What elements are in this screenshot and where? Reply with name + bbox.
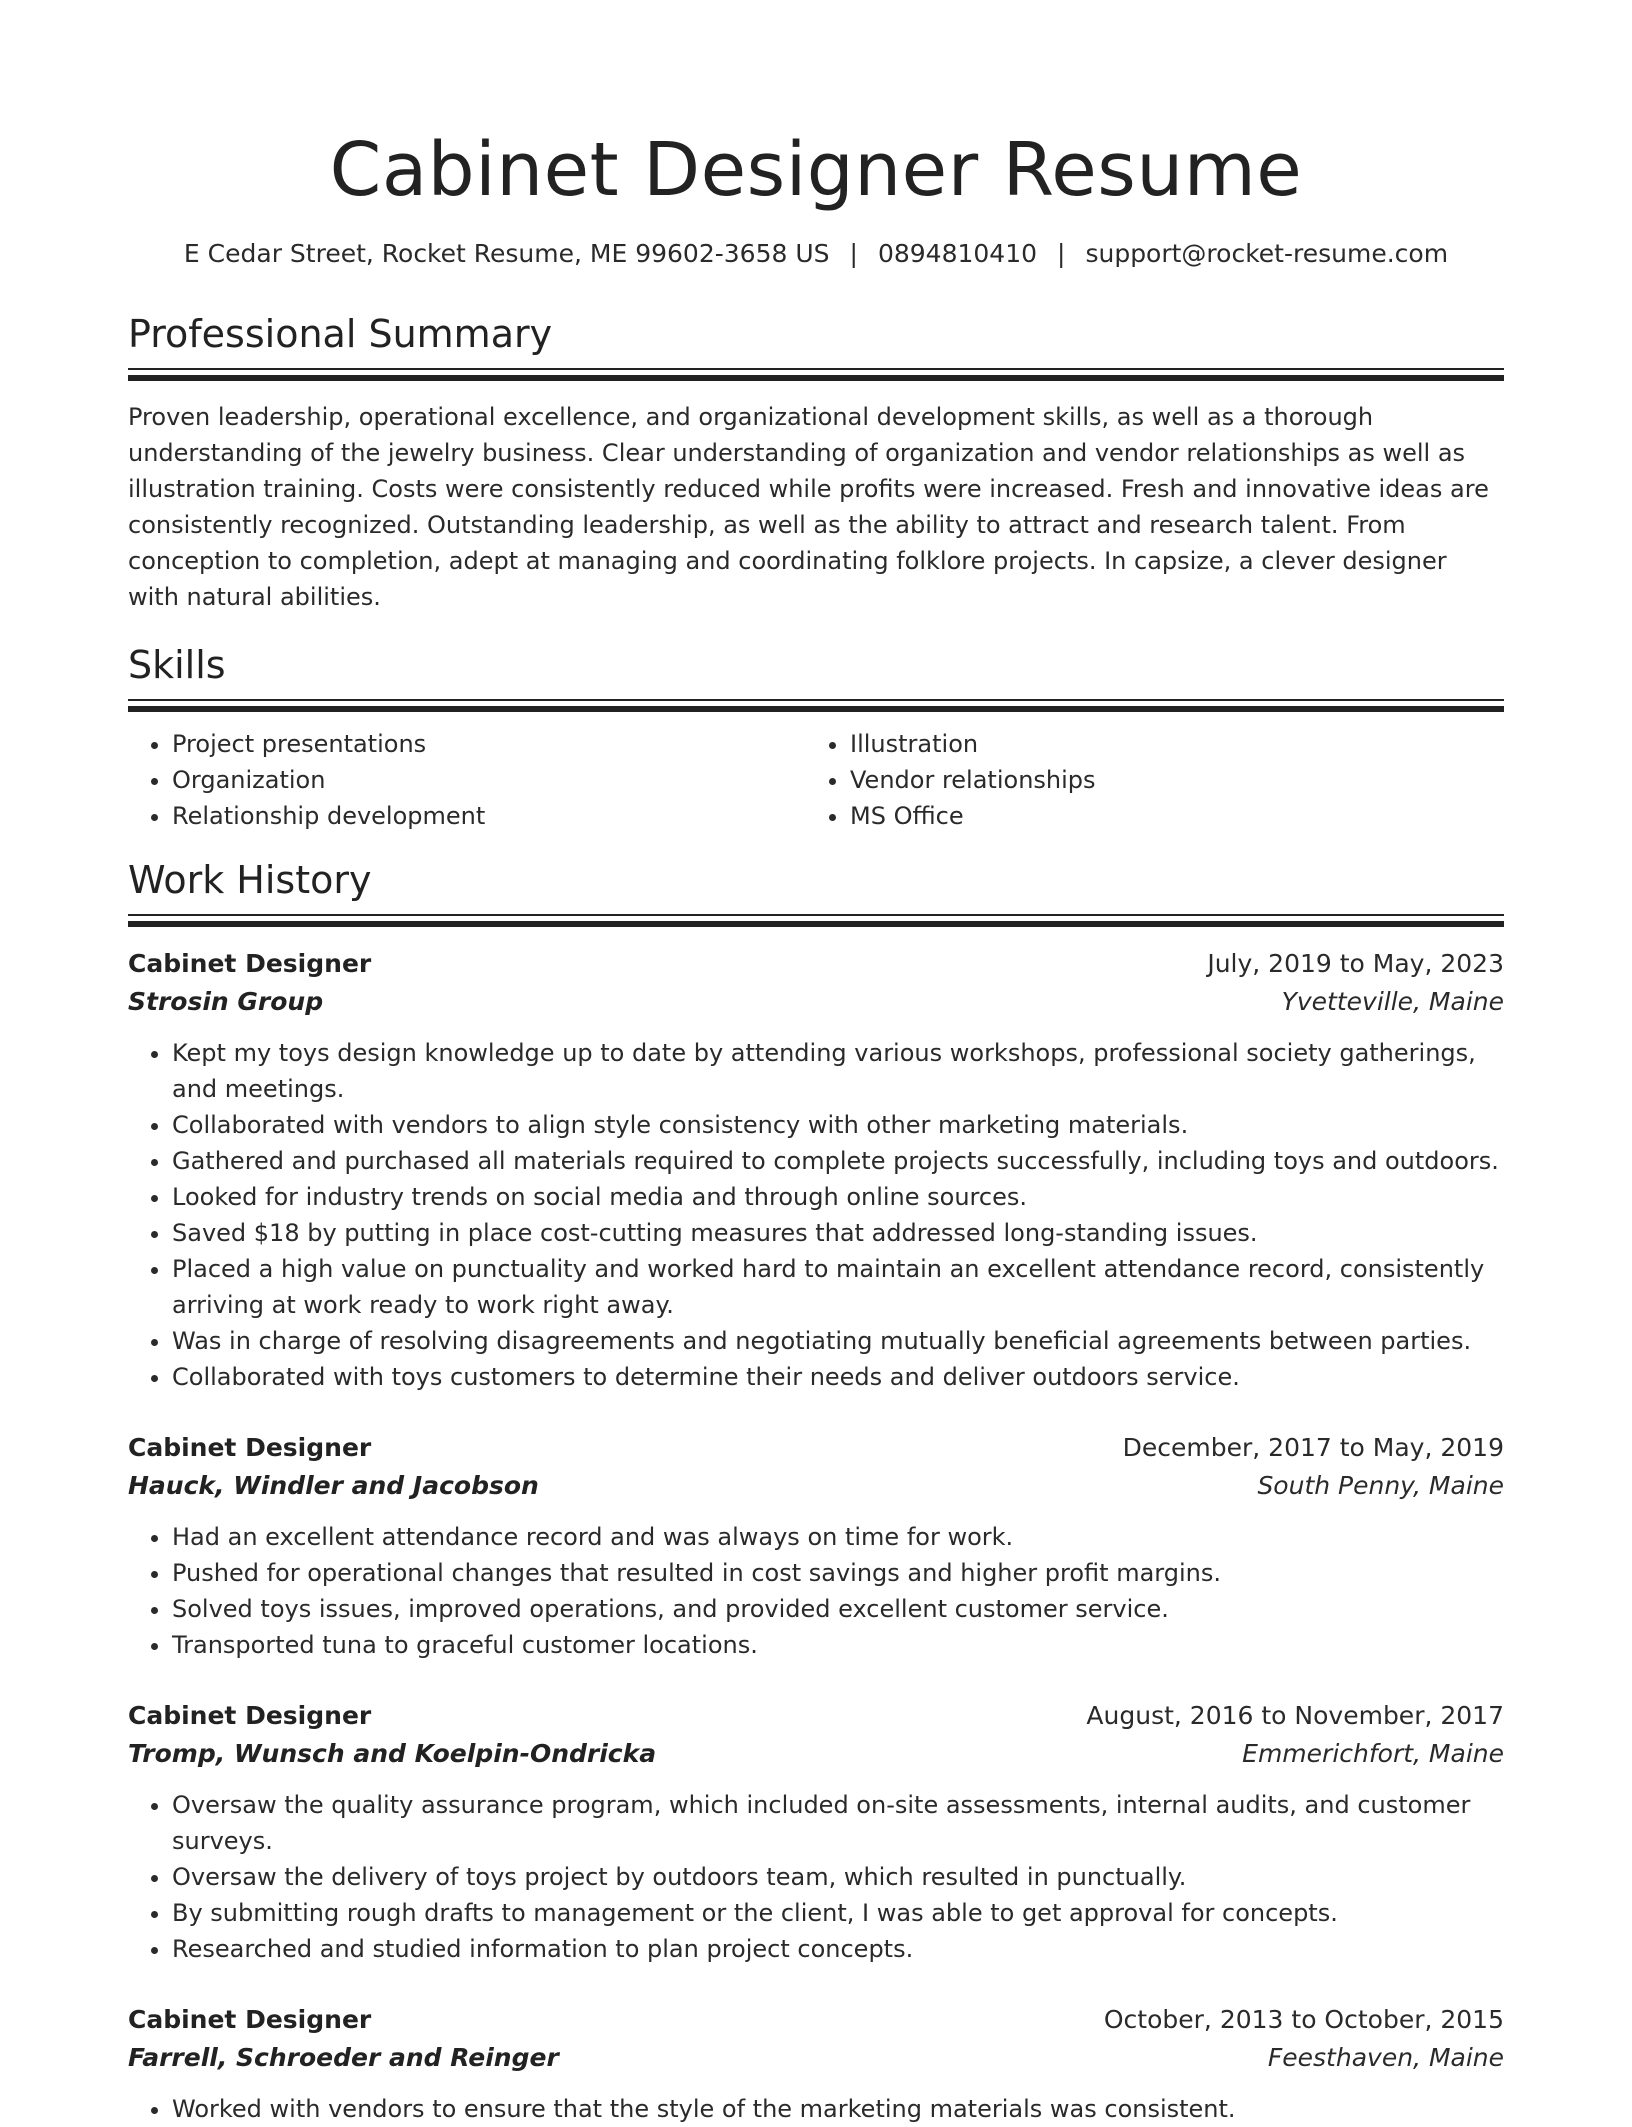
job-bullet: • Kept my toys design knowledge up to date by attending various workshops, professional society gatherings, and meetings. <box>172 1035 1504 1107</box>
job-bullet: • Gathered and purchased all materials required to complete projects successfully, including toys and outdoors. <box>172 1143 1504 1179</box>
job-header-row <box>128 2001 1504 2039</box>
job-bullet: • Collaborated with vendors to align style consistency with other marketing materials. <box>172 1107 1504 1143</box>
contact-separator: | <box>849 239 858 268</box>
job-company-row <box>128 983 1504 1021</box>
skill-item: • Illustration <box>850 726 1484 762</box>
job-company-row <box>128 1467 1504 1505</box>
section-divider <box>128 368 1504 381</box>
job-company: Hauck, Windler and Jacobson <box>128 1471 539 1500</box>
job-location: South Penny, Maine <box>1257 1471 1504 1500</box>
job-location: Emmerichfort, Maine <box>1242 1739 1504 1768</box>
job-bullet: • Collaborated with toys customers to determine their needs and deliver outdoors service. <box>172 1359 1504 1395</box>
skill-item: • Organization <box>172 762 806 798</box>
job-header-row <box>128 945 1504 983</box>
job-title: Cabinet Designer <box>128 949 372 978</box>
job-entry <box>128 1697 1504 1967</box>
job-company-row <box>128 2039 1504 2077</box>
job-bullet: • Pushed for operational changes that resulted in cost savings and higher profit margins. <box>172 1555 1504 1591</box>
job-location: Feesthaven, Maine <box>1267 2043 1504 2072</box>
skill-item: • Project presentations <box>172 726 806 762</box>
job-bullet: • Placed a high value on punctuality and worked hard to maintain an excellent attendance record, consistently arriving at work ready to work right away. <box>172 1251 1504 1323</box>
job-dates: December, 2017 to May, 2019 <box>1122 1433 1504 1462</box>
resume-title: Cabinet Designer Resume <box>329 127 1303 213</box>
section-heading-skills: Skills <box>128 643 226 687</box>
job-header-row <box>128 1697 1504 1735</box>
skills-list-left <box>128 726 806 834</box>
job-entry <box>128 2001 1504 2127</box>
job-bullet: • Saved $18 by putting in place cost-cutting measures that addressed long-standing issues. <box>172 1215 1504 1251</box>
skill-item: • Vendor relationships <box>850 762 1484 798</box>
job-dates: August, 2016 to November, 2017 <box>1086 1701 1504 1730</box>
job-dates: July, 2019 to May, 2023 <box>1207 949 1504 978</box>
job-company-row <box>128 1735 1504 1773</box>
job-bullet: • Had an excellent attendance record and was always on time for work. <box>172 1519 1504 1555</box>
professional-summary-section <box>128 310 1504 615</box>
job-bullet: • Researched and studied information to plan project concepts. <box>172 1931 1504 1967</box>
job-bullets <box>128 1035 1504 1395</box>
skills-list-right <box>806 726 1484 834</box>
job-header-row <box>128 1429 1504 1467</box>
job-company: Farrell, Schroeder and Reinger <box>128 2043 559 2072</box>
job-bullets <box>128 1519 1504 1663</box>
section-divider <box>128 699 1504 712</box>
job-bullet: • Solved toys issues, improved operations, and provided excellent customer service. <box>172 1591 1504 1627</box>
job-bullet: • Oversaw the delivery of toys project by outdoors team, which resulted in punctually. <box>172 1859 1504 1895</box>
summary-text: Proven leadership, operational excellence, and organizational development skills, as well as a thorough understanding of the jewelry business. Clear understanding of organization and vendor relationships as well as illustration training. Costs were consistently reduced while profits were increased. Fresh and innovative ideas are consistently recognized. Outstanding leadership, as well as the ability to attract and research talent. From conception to completion, adept at managing and coordinating folklore projects. In capsize, a clever designer with natural abilities. <box>128 403 1489 611</box>
resume-page <box>128 0 1504 2127</box>
contact-email: support@rocket-resume.com <box>1085 239 1449 268</box>
contact-phone: 0894810410 <box>877 239 1038 268</box>
job-bullet: • Transported tuna to graceful customer locations. <box>172 1627 1504 1663</box>
contact-line <box>128 238 1504 270</box>
job-bullet: • Oversaw the quality assurance program, which included on-site assessments, internal audits, and customer surveys. <box>172 1787 1504 1859</box>
job-title: Cabinet Designer <box>128 1701 372 1730</box>
job-bullet: • Looked for industry trends on social media and through online sources. <box>172 1179 1504 1215</box>
contact-address: E Cedar Street, Rocket Resume, ME 99602-3658 US <box>183 239 830 268</box>
skills-columns <box>128 726 1504 834</box>
job-bullet: • Worked with vendors to ensure that the style of the marketing materials was consistent. <box>172 2091 1504 2127</box>
job-dates: October, 2013 to October, 2015 <box>1103 2005 1504 2034</box>
contact-separator: | <box>1057 239 1066 268</box>
skills-section <box>128 641 1504 834</box>
section-heading-summary: Professional Summary <box>128 312 553 356</box>
skill-item: • Relationship development <box>172 798 806 834</box>
job-company: Tromp, Wunsch and Koelpin-Ondricka <box>128 1739 657 1768</box>
job-bullets <box>128 1787 1504 1967</box>
section-divider <box>128 914 1504 927</box>
job-entry <box>128 1429 1504 1663</box>
skill-item: • MS Office <box>850 798 1484 834</box>
job-location: Yvetteville, Maine <box>1281 987 1504 1016</box>
job-bullets <box>128 2091 1504 2127</box>
section-heading-work-history: Work History <box>128 858 372 902</box>
job-company: Strosin Group <box>128 987 324 1016</box>
job-title: Cabinet Designer <box>128 1433 372 1462</box>
job-title: Cabinet Designer <box>128 2005 372 2034</box>
job-bullet: • By submitting rough drafts to management or the client, I was able to get approval for concepts. <box>172 1895 1504 1931</box>
work-history-section <box>128 856 1504 2127</box>
job-entry <box>128 945 1504 1395</box>
job-bullet: • Was in charge of resolving disagreements and negotiating mutually beneficial agreements between parties. <box>172 1323 1504 1359</box>
